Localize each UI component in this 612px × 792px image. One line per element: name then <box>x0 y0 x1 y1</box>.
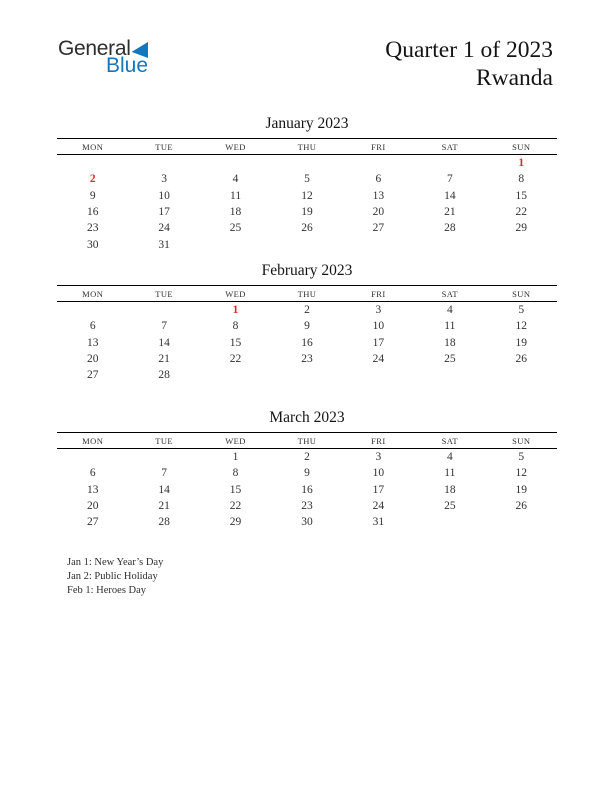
weekday-header: WED <box>225 289 246 299</box>
weekday-header: WED <box>225 142 246 152</box>
day-cell: 9 <box>304 320 310 333</box>
day-cell: 31 <box>372 516 385 529</box>
day-cell: 22 <box>229 500 242 513</box>
day-cell: 4 <box>232 173 239 186</box>
month-title: January 2023 <box>265 115 349 132</box>
weekday-header: WED <box>225 436 246 446</box>
week-row <box>57 302 557 319</box>
day-cell: 15 <box>229 483 242 496</box>
day-cell: 8 <box>232 320 239 333</box>
week-row <box>57 367 557 383</box>
day-cell: 14 <box>158 483 170 496</box>
day-cell <box>128 449 199 466</box>
day-cell: 24 <box>372 500 385 513</box>
day-cell: 7 <box>446 173 453 186</box>
week-row <box>57 220 557 236</box>
week-row <box>57 514 557 530</box>
weekday-header: SUN <box>512 289 531 299</box>
day-cell <box>128 302 199 319</box>
week-row <box>57 318 557 334</box>
weekday-header: FRI <box>371 142 386 152</box>
day-cell: 12 <box>301 189 313 202</box>
day-cell: 17 <box>372 483 385 496</box>
day-cell: 10 <box>158 189 170 202</box>
day-cell: 10 <box>372 320 385 333</box>
day-cell: 7 <box>161 320 167 333</box>
day-cell: 30 <box>86 238 99 251</box>
day-cell: 22 <box>229 353 242 366</box>
day-cell: 14 <box>158 336 170 349</box>
day-cell: 1 <box>232 304 239 317</box>
general-blue-logo <box>58 38 148 75</box>
month-february <box>57 261 557 383</box>
week-row <box>57 204 557 220</box>
weekday-header: SAT <box>441 436 459 446</box>
day-cell: 27 <box>86 516 99 529</box>
week-row <box>57 236 557 252</box>
week-row <box>57 498 557 514</box>
day-cell: 15 <box>515 189 528 202</box>
page-title <box>385 36 553 92</box>
day-cell: 5 <box>518 451 525 464</box>
week-row <box>57 335 557 351</box>
day-cell: 28 <box>158 369 170 382</box>
day-cell <box>486 367 557 383</box>
day-cell: 29 <box>515 222 528 235</box>
week-row <box>57 482 557 498</box>
day-cell: 21 <box>158 500 170 513</box>
day-cell: 16 <box>301 336 313 349</box>
day-cell: 29 <box>229 516 242 529</box>
day-cell: 23 <box>86 222 99 235</box>
day-cell: 19 <box>515 336 528 349</box>
day-cell: 5 <box>304 173 310 186</box>
logo-general-text: General <box>58 37 131 60</box>
page-title-line2: Rwanda <box>475 65 553 91</box>
day-cell: 21 <box>158 353 170 366</box>
day-cell: 6 <box>89 467 96 480</box>
day-cell <box>57 302 128 319</box>
logo-blue-text: Blue <box>105 54 148 77</box>
day-cell: 7 <box>161 467 167 480</box>
page-title-line1: Quarter 1 of 2023 <box>385 37 553 63</box>
weekday-header: MON <box>82 289 104 299</box>
day-cell: 1 <box>232 451 239 464</box>
day-cell <box>414 236 485 252</box>
day-cell <box>200 236 271 252</box>
day-cell <box>271 236 342 252</box>
day-cell: 17 <box>158 206 170 219</box>
day-cell: 8 <box>518 173 525 186</box>
weekday-header: TUE <box>155 436 174 446</box>
day-cell <box>414 367 485 383</box>
day-cell: 2 <box>304 304 310 317</box>
day-cell: 11 <box>230 189 242 202</box>
day-cell: 27 <box>86 369 99 382</box>
day-cell: 15 <box>229 336 242 349</box>
day-cell: 20 <box>372 206 385 219</box>
day-cell: 16 <box>301 483 313 496</box>
month-title: March 2023 <box>269 409 345 426</box>
day-cell: 3 <box>161 173 167 186</box>
day-cell <box>200 155 271 172</box>
day-cell: 23 <box>301 500 313 513</box>
day-cell: 17 <box>372 336 385 349</box>
week-row <box>57 155 557 172</box>
weekday-header: SUN <box>512 142 531 152</box>
holiday-note: Jan 2: Public Holiday <box>67 571 158 582</box>
weekday-header-row <box>57 139 557 155</box>
day-cell: 28 <box>158 516 170 529</box>
day-cell: 19 <box>301 206 313 219</box>
day-cell: 13 <box>86 336 99 349</box>
weekday-header: TUE <box>155 142 174 152</box>
day-cell: 23 <box>301 353 313 366</box>
day-cell: 28 <box>444 222 456 235</box>
holiday-legend <box>67 556 163 598</box>
month-title: February 2023 <box>261 262 353 279</box>
day-cell <box>414 514 485 530</box>
day-cell <box>57 449 128 466</box>
day-cell: 18 <box>444 336 456 349</box>
day-cell: 11 <box>444 320 456 333</box>
day-cell: 13 <box>372 189 385 202</box>
week-row <box>57 188 557 204</box>
day-cell: 3 <box>375 451 382 464</box>
weekday-header: TUE <box>155 289 174 299</box>
day-cell: 26 <box>515 353 528 366</box>
weekday-header: MON <box>82 436 104 446</box>
day-cell: 12 <box>515 320 528 333</box>
day-cell: 2 <box>304 451 310 464</box>
day-cell: 24 <box>158 222 170 235</box>
holiday-note: Feb 1: Heroes Day <box>67 585 147 596</box>
day-cell: 27 <box>372 222 385 235</box>
holiday-note: Jan 1: New Year’s Day <box>67 557 164 568</box>
day-cell <box>57 155 128 172</box>
day-cell: 14 <box>444 189 456 202</box>
weekday-header: SUN <box>512 436 531 446</box>
day-cell: 12 <box>515 467 528 480</box>
day-cell: 2 <box>89 173 96 186</box>
day-cell: 4 <box>446 304 453 317</box>
day-cell: 6 <box>89 320 96 333</box>
day-cell: 25 <box>444 353 456 366</box>
weekday-header: SAT <box>441 289 459 299</box>
day-cell: 8 <box>232 467 239 480</box>
day-cell <box>343 367 414 383</box>
week-row <box>57 351 557 367</box>
day-cell: 16 <box>86 206 99 219</box>
weekday-header-row <box>57 433 557 449</box>
day-cell: 21 <box>444 206 456 219</box>
day-cell: 3 <box>375 304 382 317</box>
day-cell: 30 <box>301 516 313 529</box>
day-cell: 22 <box>515 206 528 219</box>
weekday-header-row <box>57 286 557 302</box>
day-cell <box>414 155 485 172</box>
calendar-table <box>57 432 557 530</box>
day-cell: 4 <box>446 451 453 464</box>
weekday-header: SAT <box>441 142 459 152</box>
day-cell: 24 <box>372 353 385 366</box>
week-row <box>57 449 557 466</box>
day-cell <box>128 155 199 172</box>
day-cell: 11 <box>444 467 456 480</box>
day-cell: 13 <box>86 483 99 496</box>
day-cell: 18 <box>444 483 456 496</box>
weekday-header: FRI <box>371 436 386 446</box>
month-january <box>57 114 557 253</box>
day-cell: 20 <box>86 500 99 513</box>
day-cell: 20 <box>86 353 99 366</box>
week-row <box>57 171 557 187</box>
day-cell: 9 <box>89 189 96 202</box>
day-cell: 18 <box>229 206 242 219</box>
day-cell <box>486 514 557 530</box>
day-cell: 9 <box>304 467 310 480</box>
day-cell: 25 <box>229 222 242 235</box>
day-cell <box>486 236 557 252</box>
month-march <box>57 408 557 530</box>
weekday-header: THU <box>297 436 317 446</box>
weekday-header: THU <box>297 289 317 299</box>
day-cell: 25 <box>444 500 456 513</box>
day-cell: 26 <box>515 500 528 513</box>
day-cell <box>343 155 414 172</box>
weekday-header: THU <box>297 142 317 152</box>
day-cell: 1 <box>518 157 525 170</box>
day-cell: 5 <box>518 304 525 317</box>
day-cell <box>343 236 414 252</box>
calendar-table <box>57 285 557 383</box>
day-cell: 19 <box>515 483 528 496</box>
weekday-header: MON <box>82 142 104 152</box>
day-cell: 10 <box>372 467 385 480</box>
calendar-table <box>57 138 557 253</box>
week-row <box>57 465 557 481</box>
day-cell <box>271 367 342 383</box>
day-cell: 31 <box>158 238 170 251</box>
day-cell: 26 <box>301 222 313 235</box>
day-cell: 6 <box>375 173 382 186</box>
day-cell <box>271 155 342 172</box>
weekday-header: FRI <box>371 289 386 299</box>
day-cell <box>200 367 271 383</box>
